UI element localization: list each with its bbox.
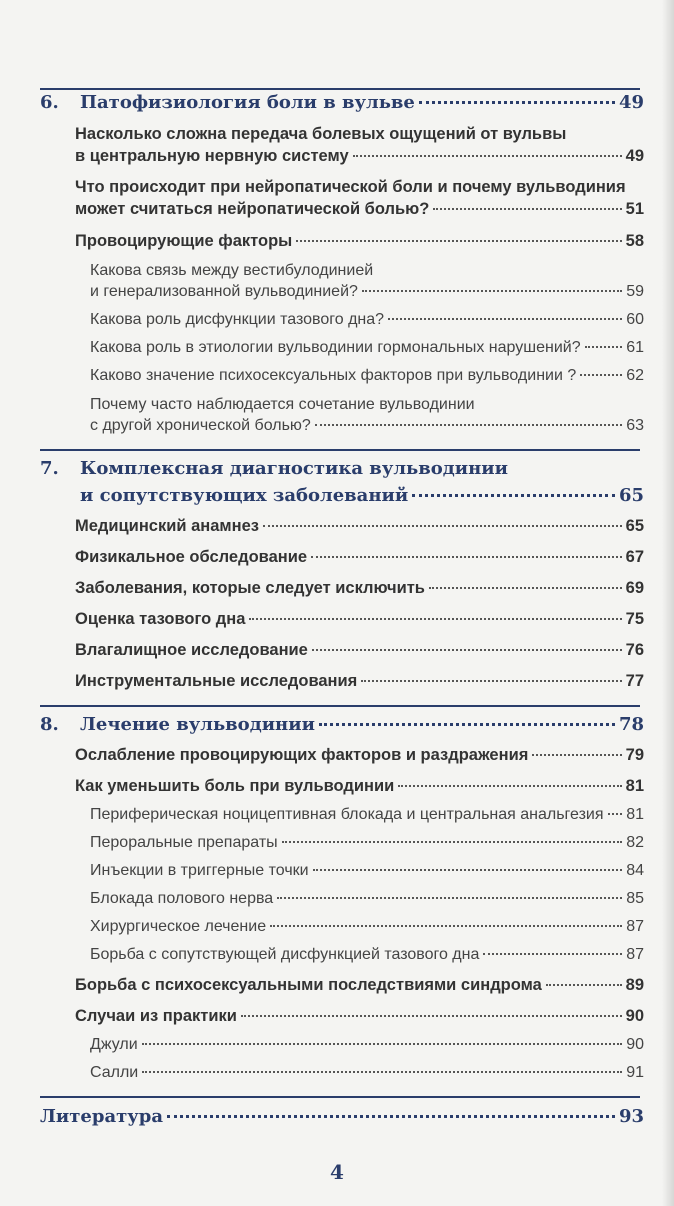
page-ref: 81 bbox=[625, 777, 644, 795]
section-title-line1: Насколько сложна передача болевых ощущений от вульвы bbox=[75, 125, 567, 143]
page-ref: 63 bbox=[626, 417, 644, 434]
page-ref: 82 bbox=[626, 834, 644, 851]
section-title: Влагалищное исследование bbox=[75, 641, 308, 659]
page-ref: 79 bbox=[625, 746, 644, 764]
chapter-number: 7. bbox=[40, 458, 59, 479]
page-ref: 75 bbox=[625, 610, 644, 628]
leader-dots bbox=[580, 374, 622, 376]
page-ref: 69 bbox=[625, 579, 644, 597]
page-ref: 85 bbox=[626, 890, 644, 907]
leader-dots bbox=[398, 785, 621, 787]
section-entry[interactable] bbox=[75, 579, 644, 598]
chapter-7-entry[interactable] bbox=[80, 485, 644, 506]
section-entry[interactable] bbox=[75, 147, 644, 166]
leader-dots bbox=[361, 680, 621, 682]
leader-dots bbox=[315, 424, 622, 426]
leader-dots bbox=[532, 754, 621, 756]
section-title: в центральную нервную систему bbox=[75, 147, 349, 165]
chapter-number: 6. bbox=[40, 92, 59, 113]
chapter-7-title-line1 bbox=[40, 458, 508, 479]
leader-dots bbox=[429, 587, 622, 589]
subsection-title: и генерализованной вульводинией? bbox=[90, 283, 358, 300]
leader-dots bbox=[319, 723, 615, 726]
page-ref: 91 bbox=[626, 1064, 644, 1081]
literature-entry[interactable] bbox=[40, 1106, 644, 1127]
subsection-title: Хирургическое лечение bbox=[90, 918, 267, 935]
subsection-entry[interactable] bbox=[90, 946, 644, 964]
subsection-entry[interactable] bbox=[90, 1036, 644, 1054]
chapter-title: Патофизиология боли в вульве bbox=[80, 92, 415, 113]
leader-dots bbox=[311, 556, 622, 558]
subsection-title-line1: Какова связь между вестибулодинией bbox=[90, 262, 374, 279]
section-title: Оценка тазового дна bbox=[75, 610, 246, 628]
subsection-entry[interactable] bbox=[90, 417, 644, 435]
section-entry[interactable] bbox=[75, 746, 644, 765]
chapter-rule bbox=[40, 1096, 640, 1098]
page-ref: 59 bbox=[626, 283, 644, 300]
section-entry[interactable] bbox=[75, 517, 644, 536]
section-entry[interactable] bbox=[75, 1007, 644, 1026]
leader-dots bbox=[608, 813, 623, 815]
section-title: Борьба с психосексуальными последствиями синдрома bbox=[75, 976, 542, 994]
leader-dots bbox=[277, 897, 622, 899]
page-ref: 60 bbox=[626, 311, 644, 328]
chapter-rule bbox=[40, 705, 640, 707]
section-entry[interactable] bbox=[75, 200, 644, 219]
subsection-title: Какова роль дисфункции тазового дна? bbox=[90, 311, 385, 328]
section-title: Физикальное обследование bbox=[75, 548, 308, 566]
page-edge-shadow bbox=[662, 0, 674, 1206]
literature-title: Литература bbox=[40, 1106, 164, 1127]
subsection-title: Борьба с сопутствующей дисфункцией тазового дна bbox=[90, 946, 480, 963]
leader-dots bbox=[419, 101, 615, 104]
section-title: Инструментальные исследования bbox=[75, 672, 358, 690]
section-title: может считаться нейропатической болью? bbox=[75, 200, 430, 218]
section-title-line1: Что происходит при нейропатической боли и почему вульводиния bbox=[75, 178, 626, 196]
page-ref: 90 bbox=[626, 1036, 644, 1053]
page-ref: 90 bbox=[625, 1007, 644, 1025]
page-ref: 51 bbox=[625, 200, 644, 218]
leader-dots bbox=[249, 618, 621, 620]
chapter-title: Лечение вульводинии bbox=[80, 714, 315, 735]
section-entry[interactable] bbox=[75, 232, 644, 251]
section-title: Как уменьшить боль при вульводинии bbox=[75, 777, 395, 795]
subsection-entry[interactable] bbox=[90, 806, 644, 824]
page-ref: 67 bbox=[625, 548, 644, 566]
section-entry[interactable] bbox=[75, 548, 644, 567]
subsection-title: Салли bbox=[90, 1064, 139, 1081]
page-ref: 81 bbox=[626, 806, 644, 823]
leader-dots bbox=[263, 525, 622, 527]
page-number: 4 bbox=[330, 1160, 344, 1184]
leader-dots bbox=[483, 953, 622, 955]
subsection-title-line1: Почему часто наблюдается сочетание вульводинии bbox=[90, 396, 475, 413]
leader-dots bbox=[546, 984, 622, 986]
page-ref: 87 bbox=[626, 918, 644, 935]
subsection-entry[interactable] bbox=[90, 890, 644, 908]
chapter-rule bbox=[40, 88, 640, 90]
section-entry[interactable] bbox=[75, 976, 644, 995]
leader-dots bbox=[167, 1115, 615, 1118]
leader-dots bbox=[241, 1015, 622, 1017]
page-ref: 49 bbox=[618, 92, 644, 113]
chapter-title-line1: Комплексная диагностика вульводинии bbox=[80, 458, 508, 479]
section-title: Заболевания, которые следует исключить bbox=[75, 579, 425, 597]
section-entry[interactable] bbox=[75, 672, 644, 691]
chapter-rule bbox=[40, 449, 640, 451]
section-title: Медицинский анамнез bbox=[75, 517, 259, 535]
page-ref: 49 bbox=[625, 147, 644, 165]
subsection-title: Пероральные препараты bbox=[90, 834, 278, 851]
leader-dots bbox=[142, 1071, 622, 1073]
page-ref: 78 bbox=[618, 714, 644, 735]
subsection-entry[interactable] bbox=[90, 862, 644, 880]
leader-dots bbox=[142, 1043, 623, 1045]
subsection-entry[interactable] bbox=[90, 918, 644, 936]
subsection-title: Каково значение психосексуальных факторов при вульводинии ? bbox=[90, 367, 577, 384]
leader-dots bbox=[313, 869, 623, 871]
leader-dots bbox=[296, 240, 621, 242]
chapter-6-entry[interactable] bbox=[40, 92, 644, 113]
leader-dots bbox=[282, 841, 623, 843]
section-title: Случаи из практики bbox=[75, 1007, 237, 1025]
section-title: Провоцирующие факторы bbox=[75, 232, 293, 250]
chapter-8-entry[interactable] bbox=[40, 714, 644, 735]
subsection-entry[interactable] bbox=[90, 339, 644, 357]
section-entry[interactable] bbox=[75, 641, 644, 660]
chapter-number: 8. bbox=[40, 714, 59, 735]
subsection-title: Периферическая ноцицептивная блокада и центральная анальгезия bbox=[90, 806, 604, 823]
subsection-title: Инъекции в триггерные точки bbox=[90, 862, 309, 879]
leader-dots bbox=[433, 208, 621, 210]
page-ref: 65 bbox=[625, 517, 644, 535]
leader-dots bbox=[362, 290, 622, 292]
page-ref: 58 bbox=[625, 232, 644, 250]
leader-dots bbox=[270, 925, 622, 927]
page-ref: 76 bbox=[625, 641, 644, 659]
subsection-entry[interactable] bbox=[90, 834, 644, 852]
page-ref: 62 bbox=[626, 367, 644, 384]
subsection-entry[interactable] bbox=[90, 311, 644, 329]
page-ref: 87 bbox=[626, 946, 644, 963]
subsection-title: Какова роль в этиологии вульводинии гормональных нарушений? bbox=[90, 339, 581, 356]
chapter-title: и сопутствующих заболеваний bbox=[80, 485, 409, 506]
page-ref: 93 bbox=[618, 1106, 644, 1127]
page-ref: 77 bbox=[625, 672, 644, 690]
page-ref: 65 bbox=[618, 485, 644, 506]
subsection-title: с другой хронической болью? bbox=[90, 417, 311, 434]
subsection-entry[interactable] bbox=[90, 283, 644, 301]
subsection-title: Джули bbox=[90, 1036, 138, 1053]
subsection-entry[interactable] bbox=[90, 1064, 644, 1082]
section-entry[interactable] bbox=[75, 777, 644, 796]
leader-dots bbox=[353, 155, 622, 157]
leader-dots bbox=[388, 318, 622, 320]
leader-dots bbox=[312, 649, 622, 651]
page-ref: 89 bbox=[625, 976, 644, 994]
section-title: Ослабление провоцирующих факторов и раздражения bbox=[75, 746, 529, 764]
section-entry[interactable] bbox=[75, 610, 644, 629]
leader-dots bbox=[412, 494, 615, 497]
page-ref: 61 bbox=[626, 339, 644, 356]
page-ref: 84 bbox=[626, 862, 644, 879]
subsection-title: Блокада полового нерва bbox=[90, 890, 274, 907]
subsection-entry[interactable] bbox=[90, 367, 644, 385]
leader-dots bbox=[585, 346, 623, 348]
